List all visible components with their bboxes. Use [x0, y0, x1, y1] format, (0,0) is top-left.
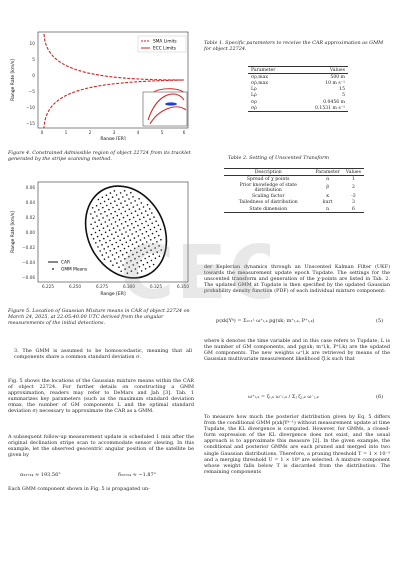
gmm-mean-point — [112, 207, 114, 209]
gmm-mean-point — [149, 208, 151, 210]
gmm-mean-point — [158, 225, 160, 227]
gmm-mean-point — [133, 206, 135, 208]
table-cell: σρ̇,max — [251, 80, 268, 86]
gmm-mean-point — [106, 215, 108, 217]
table-cell: 10 m s⁻¹ — [325, 80, 345, 86]
gmm-mean-point — [154, 227, 156, 229]
gmm-mean-point — [103, 238, 105, 240]
table-row — [224, 206, 364, 213]
equation-6-number: (6) — [376, 394, 384, 400]
gmm-mean-point — [93, 238, 95, 240]
table-1-caption: Table 1. Specific parameters to receive the CAR approximation as GMM for object 22724. — [204, 40, 384, 53]
gmm-mean-point — [139, 208, 141, 210]
gmm-mean-point — [131, 223, 133, 225]
gmm-mean-point — [115, 221, 117, 223]
paragraph: where k denotes the time variable and in this case refers to Tupdate, L is the number of GM components, and pg(xk; m⁺l,k, P⁺l,k) are the updated GM components. The new weights ω⁺l,k are retrieved by means of the Gaussian multivariate measurement likelihood ζl,k such that — [204, 338, 390, 363]
gmm-mean-point — [112, 264, 114, 266]
gmm-mean-point — [121, 223, 123, 225]
gmm-mean-point — [129, 209, 131, 211]
gmm-mean-point — [145, 221, 147, 223]
y-tick: 0.06 — [25, 185, 35, 190]
x-tick: 5 — [160, 131, 164, 136]
table-cell: 3 — [351, 200, 355, 206]
y-axis-label: Range Rate [km/s] — [11, 59, 16, 101]
gmm-mean-point — [137, 204, 139, 206]
gmm-mean-point — [107, 225, 109, 227]
x-tick: 0 — [40, 131, 44, 136]
gmm-mean-point — [98, 199, 100, 201]
x-tick: 2 — [88, 131, 92, 136]
y-tick: −0.04 — [22, 260, 35, 265]
gmm-mean-point — [110, 213, 112, 215]
y-tick: −15 — [25, 122, 35, 127]
gmm-mean-point — [109, 240, 111, 242]
gmm-mean-point — [98, 219, 100, 221]
gmm-mean-point — [132, 196, 134, 198]
x-tick: 4 — [136, 131, 140, 136]
gmm-mean-point — [151, 212, 153, 214]
table-cell: 5 — [342, 93, 345, 99]
gmm-mean-point — [97, 226, 99, 228]
table-row — [248, 105, 348, 112]
paragraph: A subsequent follow-up measurement update is scheduled 1 min after the original declination stripe scan to accommodate sensor slewing. In this example, let the observed geocentric angular position of the satellite be given by — [8, 434, 194, 459]
paragraph: der Keplerian dynamics through an Unscented Kalman Filter (UKF) towards the measurement update epoch Tupdate. The settings for the unscented transform and generation of the χ-points are listed in Tab. 2. The updated GMM at Tupdate is then specified by the updated Gaussian probability density function (PDF) of each individual mixture component: — [204, 264, 390, 295]
y-tick: 0.04 — [25, 200, 35, 205]
watermark-logo — [120, 230, 270, 328]
gmm-mean-point — [116, 252, 118, 254]
gmm-mean-point — [98, 209, 100, 211]
x-tick: 3 — [112, 131, 116, 136]
gmm-mean-point — [113, 238, 115, 240]
gmm-mean-point — [109, 219, 111, 221]
gmm-mean-point — [106, 205, 108, 207]
gmm-mean-point — [147, 204, 149, 206]
x-axis-label: Range [ER] — [100, 137, 126, 140]
gmm-mean-point — [94, 221, 96, 223]
table-2-caption: Table 2. Setting of Unscented Transform — [228, 155, 330, 161]
gmm-mean-point — [139, 219, 141, 221]
x-tick: 6.350 — [177, 284, 189, 289]
gmm-mean-point — [112, 254, 114, 256]
equation-6: ω⁺ₗ,ₖ = ζₗ,ₖ ω⁻ₗ,ₖ / Σⱼ ζⱼ,ₖ ω⁻ⱼ,ₖ — [248, 394, 319, 400]
gmm-mean-point — [122, 207, 124, 209]
table-cell: Tailedness of distribution — [238, 200, 298, 206]
paragraph: Fig. 5 shows the locations of the Gaussian mixture means within the CAR of object 22724. For further details on constructing a GMM approximation, readers may refer to DeMars and Jah [3]. Tab. 1 summarizes key parameters (such as the maximum standard deviation σmax, the number of GM components L and the optimal standard deviation σ) necessary to approximate the CAR as a GMM. — [8, 378, 194, 415]
gmm-mean-point — [108, 209, 110, 211]
y-tick: 0 — [32, 74, 35, 79]
table-cell: Spread of χ points — [246, 176, 290, 182]
gmm-mean-point — [113, 217, 115, 219]
table-cell: κ — [326, 194, 330, 200]
y-tick: 0.02 — [25, 215, 35, 220]
table-cell: 15 — [339, 87, 345, 93]
legend-gmm: GMM Means — [61, 267, 88, 273]
equation-5: p(xk|Yᵏ) = Σₗ₌₁ᴸ ω⁺ₗ,ₖ pg(xk; m⁺ₗ,ₖ, P⁺ₗ,ₖ) — [216, 318, 315, 324]
gmm-mean-point — [124, 190, 126, 192]
gmm-mean-point — [99, 250, 101, 252]
gmm-mean-point — [111, 223, 113, 225]
gmm-mean-point — [114, 248, 116, 250]
gmm-mean-point — [100, 203, 102, 205]
gmm-mean-point — [110, 192, 112, 194]
table-header: Values — [294, 67, 348, 74]
gmm-mean-point — [116, 205, 118, 207]
gmm-mean-point — [141, 223, 143, 225]
equation-alpha: α₂₂₇₂₄ ≈ 193.56° — [20, 472, 61, 478]
gmm-mean-point — [101, 244, 103, 246]
gmm-mean-point — [112, 196, 114, 198]
gmm-mean-point — [115, 242, 117, 244]
table-row — [248, 74, 348, 81]
gmm-mean-point — [134, 200, 136, 202]
gmm-mean-point — [129, 219, 131, 221]
gmm-mean-point — [106, 252, 108, 254]
gmm-mean-point — [118, 198, 120, 200]
gmm-mean-point — [101, 223, 103, 225]
table-cell: Scaling factor — [251, 194, 285, 200]
x-tick: 6.225 — [42, 284, 54, 289]
gmm-mean-point — [135, 221, 137, 223]
gmm-mean-point — [107, 246, 109, 248]
gmm-mean-point — [125, 221, 127, 223]
list-item-3: 3. The GMM is assumed to be homoscedastic, meaning that all components share a common standard deviation σ. — [14, 348, 192, 361]
paragraph: Each GMM component shown in Fig. 5 is propagated un- — [8, 486, 150, 492]
gmm-mean-point — [117, 236, 119, 238]
gmm-mean-point — [127, 215, 129, 217]
gmm-mean-point — [105, 242, 107, 244]
gmm-mean-point — [120, 192, 122, 194]
x-tick: 6.275 — [96, 284, 108, 289]
y-tick: 10 — [29, 42, 35, 47]
gmm-mean-point — [118, 209, 120, 211]
table-cell: α — [326, 176, 330, 182]
x-axis-label: Range [ER] — [100, 292, 126, 297]
x-tick: 6.300 — [123, 284, 135, 289]
gmm-mean-point — [115, 231, 117, 233]
gmm-mean-point — [147, 214, 149, 216]
gmm-mean-point — [127, 225, 129, 227]
gmm-mean-point — [130, 202, 132, 204]
svg-text:CEO: CEO — [120, 230, 270, 310]
paragraph: To measure how much the posterior distribution given by Eq. 5 differs from the conditional GMM p(xk|Yᵏ⁻¹) without measurement update at time Tupdate, the KL divergence is computed. However, for GMMs, a closed-form expression of the KL divergence does not exist, and the usual approach is to approximate this measure [2]. In the given example, the conditional and posterior GMMs are each pruned and merged into two single Gaussian distributions. Therefore, a pruning threshold T = 1 × 10⁻³ and a merging threshold U = 1 × 10⁶ are selected. A mixture component whose weight falls below T is discarded from the distribution. The remaining components — [204, 414, 390, 475]
gmm-mean-point — [92, 217, 94, 219]
gmm-mean-point — [104, 258, 106, 260]
gmm-mean-point — [99, 240, 101, 242]
gmm-mean-point — [118, 246, 120, 248]
gmm-mean-point — [100, 213, 102, 215]
table-cell: 2 — [351, 185, 355, 191]
gmm-mean-point — [108, 256, 110, 258]
gmm-mean-point — [117, 215, 119, 217]
gmm-mean-point — [137, 225, 139, 227]
gmm-mean-point — [117, 225, 119, 227]
gmm-mean-point — [99, 230, 101, 232]
gmm-mean-point — [114, 258, 116, 260]
table-cell: 0.1531 m s⁻¹ — [294, 105, 348, 112]
gmm-mean-point — [97, 246, 99, 248]
gmm-mean-point — [107, 236, 109, 238]
gmm-mean-point — [141, 212, 143, 214]
gmm-mean-point — [92, 207, 94, 209]
gmm-mean-point — [135, 210, 137, 212]
gmm-mean-point — [124, 200, 126, 202]
equation-delta: δ₂₂₇₂₄ ≈ −1.87° — [118, 472, 157, 478]
gmm-mean-point — [96, 205, 98, 207]
gmm-mean-point — [103, 248, 105, 250]
gmm-mean-point — [147, 225, 149, 227]
gmm-mean-point — [119, 219, 121, 221]
gmm-mean-point — [90, 224, 92, 226]
y-tick: 5 — [32, 58, 35, 63]
gmm-mean-point — [155, 220, 157, 222]
gmm-mean-point — [133, 217, 135, 219]
gmm-mean-point — [126, 194, 128, 196]
car-region — [165, 102, 177, 105]
table-row — [224, 182, 364, 193]
table-header: Parameter — [248, 67, 294, 74]
gmm-mean-point — [111, 244, 113, 246]
gmm-mean-point — [143, 217, 145, 219]
figure-car-limits — [8, 30, 193, 140]
gmm-mean-point — [103, 227, 105, 229]
gmm-mean-point — [128, 198, 130, 200]
gmm-mean-point — [141, 202, 143, 204]
gmm-mean-point — [111, 234, 113, 236]
gmm-mean-point — [114, 211, 116, 213]
table-cell: Lρ̇ — [251, 93, 257, 99]
x-tick: 6.325 — [150, 284, 162, 289]
gmm-mean-point — [113, 227, 115, 229]
legend — [138, 36, 186, 52]
gmm-mean-point — [110, 203, 112, 205]
gmm-mean-point — [90, 213, 92, 215]
gmm-mean-point — [102, 197, 104, 199]
y-tick: −0.06 — [22, 275, 35, 280]
table-row — [224, 176, 364, 183]
gmm-mean-point — [137, 215, 139, 217]
y-tick: −0.02 — [22, 245, 35, 250]
inset-frame — [143, 92, 187, 126]
table-cell: Lρ — [251, 87, 257, 93]
y-tick: 0.00 — [25, 230, 35, 235]
gmm-mean-point — [94, 211, 96, 213]
figure-5-caption: Figure 5. Location of Gaussian Mixture means in CAR of object 22724 on March 24, 2025, at 22:05:40.00 UTC derived from the angular measurements of the initial detections. — [8, 308, 190, 327]
gmm-mean-point — [125, 211, 127, 213]
gmm-mean-point — [114, 190, 116, 192]
gmm-mean-point — [101, 234, 103, 236]
gmm-mean-point — [104, 211, 106, 213]
legend-car: CAR — [61, 260, 70, 266]
gmm-mean-point — [106, 194, 108, 196]
gmm-mean-point — [96, 215, 98, 217]
gmm-mean-point — [138, 198, 140, 200]
table-2 — [224, 168, 364, 213]
table-cell: σρ — [251, 99, 257, 105]
gmm-mean-point — [102, 217, 104, 219]
x-tick: 6 — [182, 131, 186, 136]
table-cell: 500 m — [330, 74, 345, 80]
gmm-mean-point — [109, 229, 111, 231]
table-cell: σρ̇ — [248, 105, 294, 112]
gmm-mean-point — [97, 236, 99, 238]
legend — [48, 260, 88, 273]
table-cell: 1 — [351, 176, 355, 182]
y-axis-label: Range Rate [km/s] — [11, 211, 16, 253]
gmm-mean-point — [95, 232, 97, 234]
x-tick: 1 — [64, 131, 68, 136]
legend-sma: SMA Limits — [153, 39, 177, 45]
gmm-mean-point — [131, 213, 133, 215]
gmm-mean-point — [145, 210, 147, 212]
gmm-mean-point — [93, 228, 95, 230]
table-header: Values — [343, 169, 364, 176]
gmm-mean-point — [151, 223, 153, 225]
gmm-mean-point — [105, 232, 107, 234]
gmm-mean-point — [116, 194, 118, 196]
gmm-mean-point — [108, 199, 110, 201]
gmm-mean-point — [114, 200, 116, 202]
table-header: Description — [224, 169, 312, 176]
gmm-mean-point — [122, 196, 124, 198]
gmm-mean-point — [95, 242, 97, 244]
gmm-mean-point — [126, 204, 128, 206]
gmm-mean-point — [123, 217, 125, 219]
gmm-mean-point — [133, 227, 135, 229]
equation-5-number: (5) — [376, 318, 384, 324]
gmm-mean-point — [110, 260, 112, 262]
gmm-mean-point — [102, 254, 104, 256]
gmm-mean-point — [149, 218, 151, 220]
gmm-mean-point — [121, 213, 123, 215]
table-header: Parameter — [312, 169, 342, 176]
gmm-mean-point — [105, 221, 107, 223]
table-1 — [248, 66, 348, 112]
legend-ecc: ECC Limits — [153, 46, 176, 52]
table-cell: -3 — [351, 194, 356, 200]
figure-4-caption: Figure 4. Constrained Admissible region of object 22724 from its tracklet generated by the stripe scanning method. — [8, 150, 191, 163]
gmm-mean-point — [143, 206, 145, 208]
gmm-mean-point — [104, 201, 106, 203]
table-cell: State dimension — [224, 206, 312, 213]
table-cell: kurt — [322, 200, 333, 206]
table-cell: β — [326, 185, 329, 191]
table-cell: n — [312, 206, 342, 213]
gmm-mean-point — [143, 227, 145, 229]
gmm-mean-point — [153, 216, 155, 218]
y-tick: −10 — [25, 106, 35, 111]
table-cell: σρ,max — [251, 74, 268, 80]
x-tick: 6.250 — [69, 284, 81, 289]
table-cell: 0.0456 m — [323, 99, 345, 105]
gmm-mean-point — [91, 234, 93, 236]
gmm-mean-point — [102, 207, 104, 209]
gmm-mean-point — [116, 262, 118, 264]
gmm-mean-point — [120, 202, 122, 204]
gmm-mean-point — [123, 227, 125, 229]
gmm-mean-point — [110, 250, 112, 252]
table-cell: Prior knowledge of state distribution — [239, 182, 297, 193]
y-tick: −5 — [28, 90, 35, 95]
gmm-mean-point — [130, 192, 132, 194]
table-cell: 6 — [343, 206, 364, 213]
